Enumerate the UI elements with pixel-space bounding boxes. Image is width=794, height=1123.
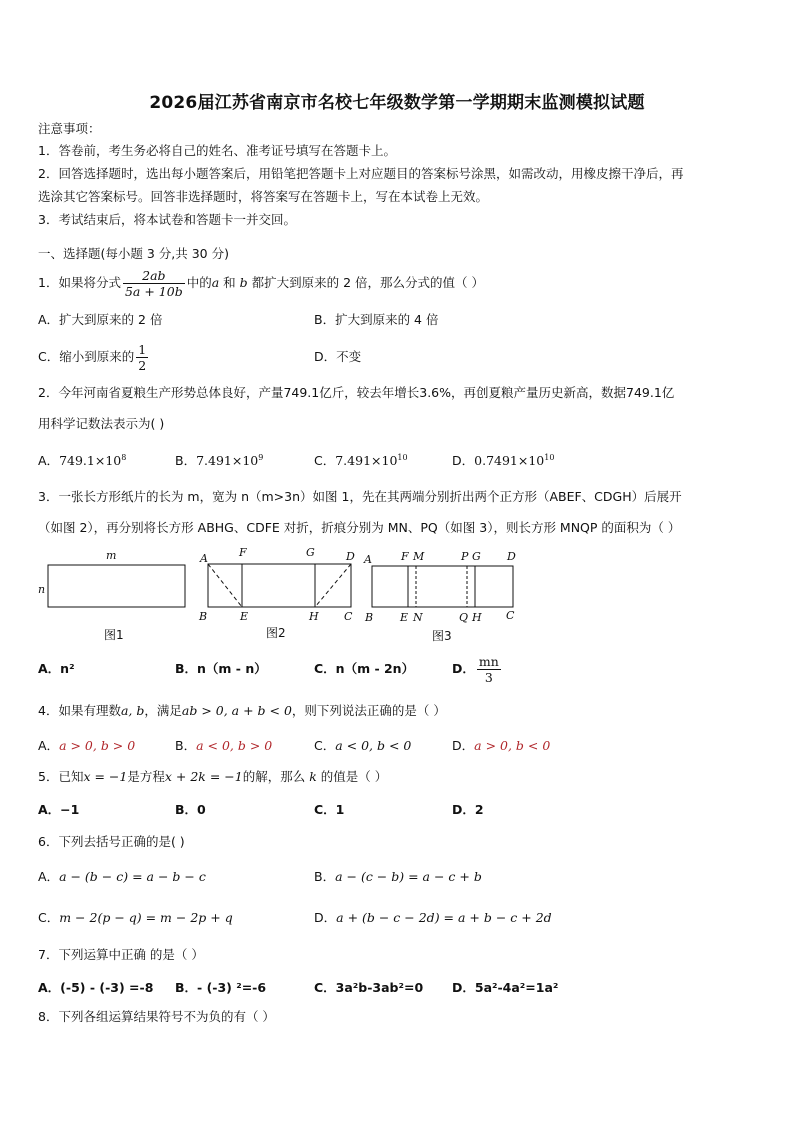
- fig2-caption: 图2: [266, 626, 286, 640]
- page-title: 2026届江苏省南京市名校七年级数学第一学期期末监测模拟试题: [149, 93, 645, 113]
- q4-vars: a, b: [120, 703, 145, 718]
- q1-suffix-a: 中的: [186, 275, 212, 290]
- q4-prefix: 4．如果有理数: [38, 703, 121, 718]
- q3-stem-line2: （如图 2），再分别将长方形 ABHG、CDFE 对折，折痕分别为 MN、PQ（如图 3），则长方形 MNQP 的面积为（ ）: [38, 520, 681, 535]
- q5-suffix: 的值是（ ）: [320, 769, 388, 784]
- q3-stem-line1: 3．一张长方形纸片的长为 m，宽为 n（m>3n）如图 1，先在其两端分别折出两个正方形（ABEF、CDGH）后展开: [38, 489, 682, 504]
- q2-option-b: [175, 452, 263, 470]
- q5-option-b: B．0: [175, 802, 206, 817]
- notice-item-3: 3．考试结束后，将本试卷和答题卡一并交回。: [38, 212, 296, 227]
- q2-c-exp: 10: [397, 453, 408, 462]
- fig3-label-g: G: [472, 550, 481, 563]
- q2-a-exp: 8: [121, 453, 127, 462]
- q6-option-a: [38, 868, 206, 886]
- q3-figure-2: [198, 546, 358, 626]
- q5-option-a: A．−1: [38, 802, 80, 817]
- q4-suffix: ，则下列说法正确的是（ ）: [291, 703, 446, 718]
- q6-d-label: D．: [314, 910, 337, 925]
- q4-option-d: [452, 737, 550, 755]
- section-heading: 一、选择题(每小题 3 分,共 30 分): [38, 246, 229, 261]
- q2-d-exp: 10: [544, 453, 555, 462]
- q3-figure-3: [362, 546, 522, 626]
- q6-option-b: [314, 868, 482, 886]
- fig3-label-b: B: [365, 611, 374, 624]
- q1-frac-num: 2ab: [123, 268, 185, 284]
- q1-prefix: 1．如果将分式: [38, 275, 121, 290]
- q2-a-label: A．: [38, 453, 60, 468]
- q1-var-a: a: [211, 275, 220, 290]
- q4-d-label: D．: [452, 738, 475, 753]
- fig3-label-m: M: [413, 550, 425, 563]
- fig2-label-c: C: [344, 610, 353, 623]
- q5-option-c: C．1: [314, 802, 345, 817]
- q4-option-b: [175, 737, 272, 755]
- q5-mid2: 的解，那么: [242, 769, 306, 784]
- q2-b-label: B．: [175, 453, 197, 468]
- q3-option-c: C．n（m - 2n）: [314, 661, 415, 676]
- fig2-label-a: A: [200, 552, 208, 565]
- fig3-label-q: Q: [459, 611, 469, 624]
- q5-var: k: [309, 769, 317, 784]
- q5-eq1: x = −1: [83, 769, 128, 784]
- q1-option-d: D．不变: [314, 349, 362, 364]
- q4-a-label: A．: [38, 738, 60, 753]
- fig2-label-f: F: [239, 546, 247, 559]
- q6-a-label: A．: [38, 869, 60, 884]
- q6-c-expr: m − 2(p − q) = m − 2p + q: [59, 910, 233, 925]
- fig2-label-h: H: [309, 610, 319, 623]
- q2-d-base: 0.7491×10: [474, 453, 545, 468]
- q4-option-c: [314, 737, 411, 755]
- q2-option-a: [38, 452, 126, 470]
- q2-c-label: C．: [314, 453, 336, 468]
- q4-stem: [38, 702, 446, 720]
- q2-b-base: 7.491×10: [196, 453, 259, 468]
- fig2-label-e: E: [240, 610, 249, 623]
- q2-c-base: 7.491×10: [335, 453, 398, 468]
- q7-option-b: B．- (-3) ²=-6: [175, 980, 267, 995]
- fig3-label-e: E: [400, 611, 409, 624]
- q2-b-exp: 9: [258, 453, 264, 462]
- fig2-label-g: G: [306, 546, 315, 559]
- q1-fraction: [123, 268, 185, 299]
- q7-option-c: C．3a²b-3ab²=0: [314, 980, 424, 995]
- q6-option-d: [314, 909, 552, 927]
- q2-a-base: 749.1×10: [59, 453, 122, 468]
- fig1-caption: 图1: [104, 628, 124, 642]
- fig3-rectangle: [372, 566, 513, 607]
- q4-mid: ，满足: [144, 703, 182, 718]
- q4-a-expr: a > 0, b > 0: [59, 738, 136, 753]
- fig2-diagonal-left: [208, 564, 242, 607]
- question-1-stem: [38, 266, 484, 300]
- fig3-label-f: F: [401, 550, 409, 563]
- q6-a-expr: a − (b − c) = a − b − c: [59, 869, 206, 884]
- q1-option-c: [38, 340, 150, 374]
- q6-b-expr: a − (c − b) = a − c + b: [335, 869, 482, 884]
- notice-heading: 注意事项：: [38, 121, 101, 136]
- q7-option-d: D．5a²-4a²=1a²: [452, 980, 559, 995]
- q3-d-den: 3: [484, 670, 493, 685]
- fig2-label-d: D: [346, 550, 355, 563]
- q1-c-num: 1: [138, 342, 147, 357]
- notice-item-1: 1．答卷前，考生务必将自己的姓名、准考证号填写在答题卡上。: [38, 143, 396, 158]
- fig3-label-p: P: [461, 550, 469, 563]
- fig1-rectangle: [48, 565, 185, 607]
- q1-option-c-fraction: [136, 342, 148, 373]
- fig1-label-n: n: [38, 583, 46, 596]
- q7-option-a: A．(-5) - (-3) =-8: [38, 980, 154, 995]
- q4-option-a: [38, 737, 135, 755]
- q2-option-c: [314, 452, 408, 470]
- q2-d-label: D．: [452, 453, 475, 468]
- q4-b-expr: a < 0, b > 0: [196, 738, 273, 753]
- q1-mid: 和: [223, 275, 236, 290]
- q4-condition: ab > 0, a + b < 0: [181, 703, 292, 718]
- q4-d-expr: a > 0, b < 0: [474, 738, 551, 753]
- q1-option-c-label: C．缩小到原来的: [38, 349, 135, 364]
- q3-figure-1: [36, 548, 191, 618]
- fig2-rectangle: [208, 564, 351, 607]
- q5-eq2: x + 2k = −1: [164, 769, 243, 784]
- fig3-label-c: C: [506, 609, 515, 622]
- q5-mid: 是方程: [127, 769, 165, 784]
- q6-c-label: C．: [38, 910, 60, 925]
- q2-stem-line2: 用科学记数法表示为( ): [38, 416, 165, 431]
- q4-c-label: C．: [314, 738, 336, 753]
- q1-c-den: 2: [138, 358, 147, 373]
- q3-d-label: D．: [452, 661, 475, 676]
- q5-stem: [38, 768, 387, 786]
- fig2-label-b: B: [199, 610, 208, 623]
- q1-suffix-b: 都扩大到原来的 2 倍，那么分式的值（ ）: [251, 275, 485, 290]
- q4-c-expr: a < 0, b < 0: [335, 738, 412, 753]
- fig3-label-n: N: [413, 611, 423, 624]
- q7-stem: 7．下列运算中正确 的是（ ）: [38, 947, 204, 962]
- q3-option-d: [452, 651, 503, 687]
- q6-d-expr: a + (b − c − 2d) = a + b − c + 2d: [336, 910, 552, 925]
- q2-stem-line1: 2．今年河南省夏粮生产形势总体良好，产量749.1亿斤，较去年增长3.6%，再创夏粮产量历史新高，数据749.1亿: [38, 385, 675, 400]
- q4-b-label: B．: [175, 738, 197, 753]
- q1-frac-den: 5a + 10b: [124, 284, 183, 299]
- fig3-label-a: A: [364, 553, 372, 566]
- q2-option-d: [452, 452, 554, 470]
- q1-option-b: B．扩大到原来的 4 倍: [314, 312, 439, 327]
- q5-option-d: D．2: [452, 802, 484, 817]
- fig3-label-d: D: [507, 550, 516, 563]
- q1-var-b: b: [239, 275, 248, 290]
- q1-option-a: A．扩大到原来的 2 倍: [38, 312, 163, 327]
- q3-option-a: A．n²: [38, 661, 75, 676]
- fig3-caption: 图3: [432, 629, 452, 643]
- fig3-label-h: H: [472, 611, 482, 624]
- fig1-label-m: m: [106, 549, 117, 562]
- q6-option-c: [38, 909, 233, 927]
- q3-d-num: mn: [478, 654, 499, 669]
- q8-stem: 8．下列各组运算结果符号不为负的有（ ）: [38, 1009, 275, 1024]
- fig2-diagonal-right: [315, 564, 351, 607]
- q3-option-b: B．n（m - n）: [175, 661, 267, 676]
- notice-item-2: 2．回答选择题时，选出每小题答案后，用铅笔把答题卡上对应题目的答案标号涂黑，如需改动，用橡皮擦干净后，再: [38, 166, 684, 181]
- q5-prefix: 5．已知: [38, 769, 84, 784]
- q6-stem: 6．下列去括号正确的是( ): [38, 834, 185, 849]
- q3-d-fraction: [477, 654, 501, 685]
- q6-b-label: B．: [314, 869, 336, 884]
- notice-item-2-cont: 选涂其它答案标号。回答非选择题时，将答案写在答题卡上，写在本试卷上无效。: [38, 189, 489, 204]
